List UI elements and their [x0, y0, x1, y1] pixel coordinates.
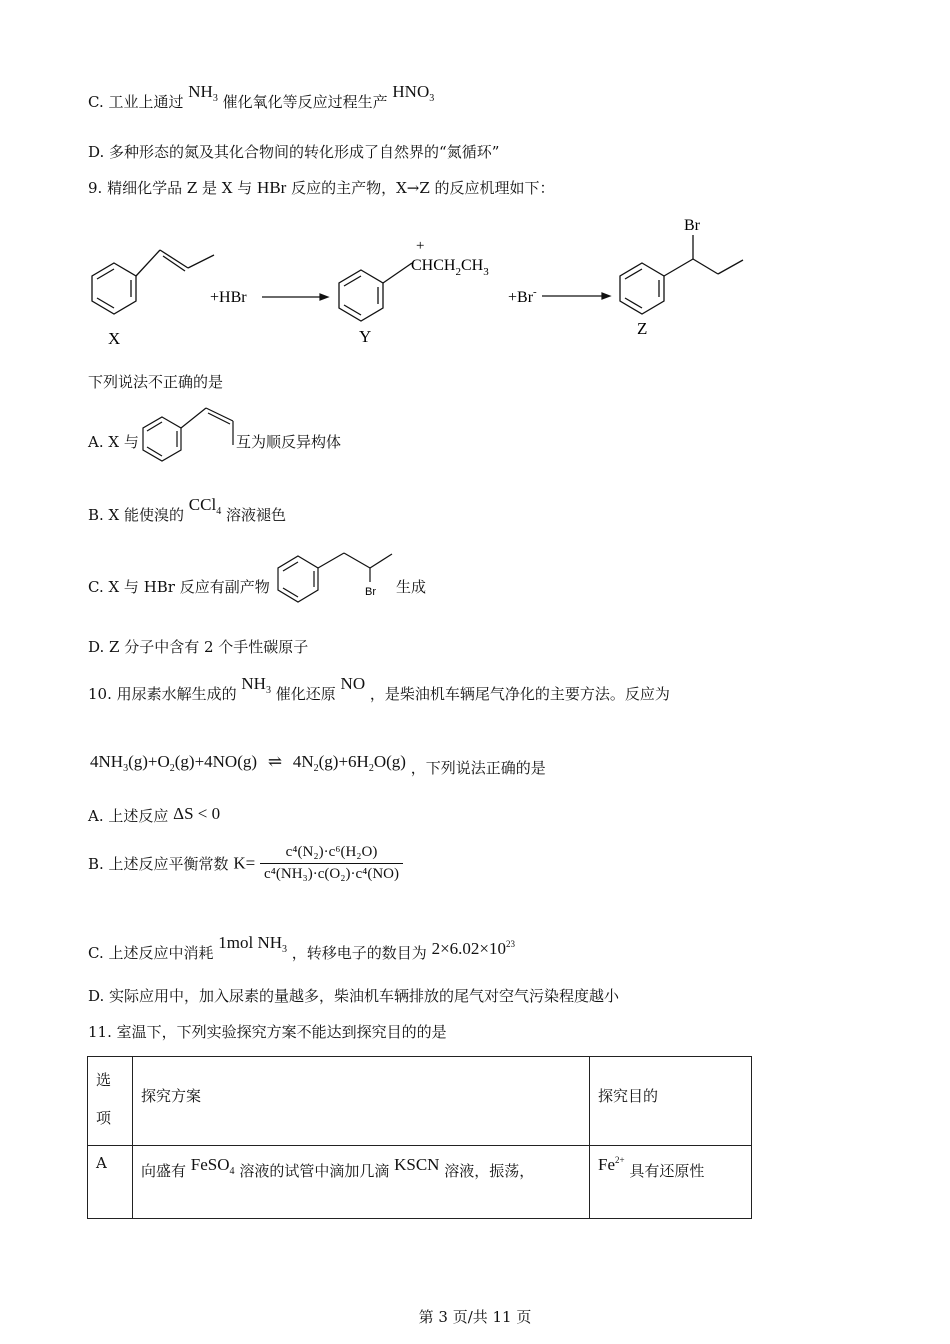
- table-row: [88, 1146, 752, 1219]
- label-z: Z: [637, 319, 648, 338]
- molecule-x: [92, 250, 214, 314]
- q9-option-c-tail: 生成: [396, 578, 427, 596]
- row-a-option: A: [88, 1146, 133, 1219]
- q10-option-d: D. 实际应用中，加入尿素的量越多，柴油机车辆排放的尾气对空气污染程度越小: [88, 987, 620, 1005]
- arrow-1-icon: [262, 294, 328, 300]
- header-option: 选项: [88, 1057, 133, 1146]
- equation-left: $4NH_3(g)+O_2(g)+4NO(g)$: [90, 752, 258, 774]
- row-a-plan: 向盛有 FeSO$_4$ 溶液的试管中滴加几滴 KSCN 溶液，振荡，: [133, 1146, 590, 1219]
- q9-option-a: A. X 与: [88, 433, 139, 451]
- charge-plus: +: [416, 238, 425, 254]
- y-chain: $CHCH_2CH_3$: [411, 257, 489, 278]
- q9-option-d: D. Z 分子中含有 2 个手性碳原子: [88, 638, 309, 656]
- z-br: Br: [684, 217, 700, 234]
- q10-option-a: A. 上述反应 ΔS < 0: [88, 804, 221, 825]
- arrow-2-icon: [542, 293, 610, 299]
- equilibrium-fraction: $\frac{\text{c⁴(N₂)·c⁶(H₂O)}}{\text{c⁴(NH₃)·c(O₂)·c⁴(NO)}}$: [260, 844, 403, 883]
- formula-no: NO: [340, 674, 366, 693]
- q8-option-c: C. 工业上通过 $NH_3$ 催化氧化等反应过程生产 $HNO_3$: [88, 82, 435, 111]
- formula-ccl4: CCl$_4$: [188, 495, 222, 517]
- q8-option-d: D. 多种形态的氮及其化合物间的转化形成了自然界的“氮循环”: [88, 143, 500, 161]
- equilibrium-arrow-icon: ⇌: [267, 752, 283, 771]
- formula-nh3: $NH_3$: [188, 82, 218, 104]
- structure-cis-isomer: [140, 403, 240, 463]
- header-plan: 探究方案: [133, 1057, 590, 1146]
- reagent-br: +Br-: [508, 286, 537, 306]
- molecule-y: [339, 263, 412, 321]
- q9-stem: 9. 精细化学品 Z 是 X 与 HBr 反应的主产物，X→Z 的反应机理如下：: [88, 178, 555, 197]
- svg-text:Br: Br: [365, 586, 376, 598]
- formula-hno3: $HNO_3$: [392, 82, 435, 104]
- header-purpose: 探究目的: [590, 1057, 752, 1146]
- q9-option-c: C. X 与 HBr 反应有副产物: [88, 578, 270, 596]
- experiment-table: [87, 1056, 752, 1219]
- q9-option-a-tail: 互为顺反异构体: [236, 433, 342, 451]
- q10-option-c: C. 上述反应中消耗 1mol $NH_3$ ，转移电子的数目为 $2\times 6.02\times 10^{23}$: [88, 933, 516, 962]
- formula-nh3: $NH_3$: [241, 674, 271, 696]
- table-header-row: [88, 1057, 752, 1146]
- label-y: Y: [359, 327, 372, 346]
- page-footer: 第 3 页/共 11 页: [418, 1308, 532, 1326]
- q11-stem: 11. 室温下，下列实验探究方案不能达到探究目的的是: [88, 1023, 447, 1041]
- equation-right: $4N_2(g)+6H_2O(g)$: [292, 752, 406, 774]
- row-a-purpose: $Fe^{2+}$ 具有还原性: [590, 1146, 752, 1219]
- q9-question: 下列说法不正确的是: [88, 373, 224, 391]
- reagent-hbr: +HBr: [210, 289, 247, 306]
- molecule-z: [620, 235, 743, 314]
- q10-option-b: B. 上述反应平衡常数 K= $\frac{\text{c⁴(N₂)·c⁶(H₂O)}}{\text{c⁴(NH₃)·c(O₂)·c⁴(NO)}}$: [88, 844, 403, 883]
- q9-option-b: B. X 能使溴的 CCl$_4$ 溶液褪色: [88, 495, 286, 524]
- q10-stem: 10. 用尿素水解生成的 $NH_3$ 催化还原 NO ，是柴油机车辆尾气净化的主要方法。反应为: [88, 674, 670, 703]
- label-x: X: [108, 329, 121, 348]
- structure-byproduct: [272, 548, 392, 608]
- reaction-scheme: [0, 210, 950, 360]
- q10-equation: $4NH_3(g)+O_2(g)+4NO(g)$ ⇌ $4N_2(g)+6H_2O(g)$ ，下列说法正确的是: [90, 752, 546, 777]
